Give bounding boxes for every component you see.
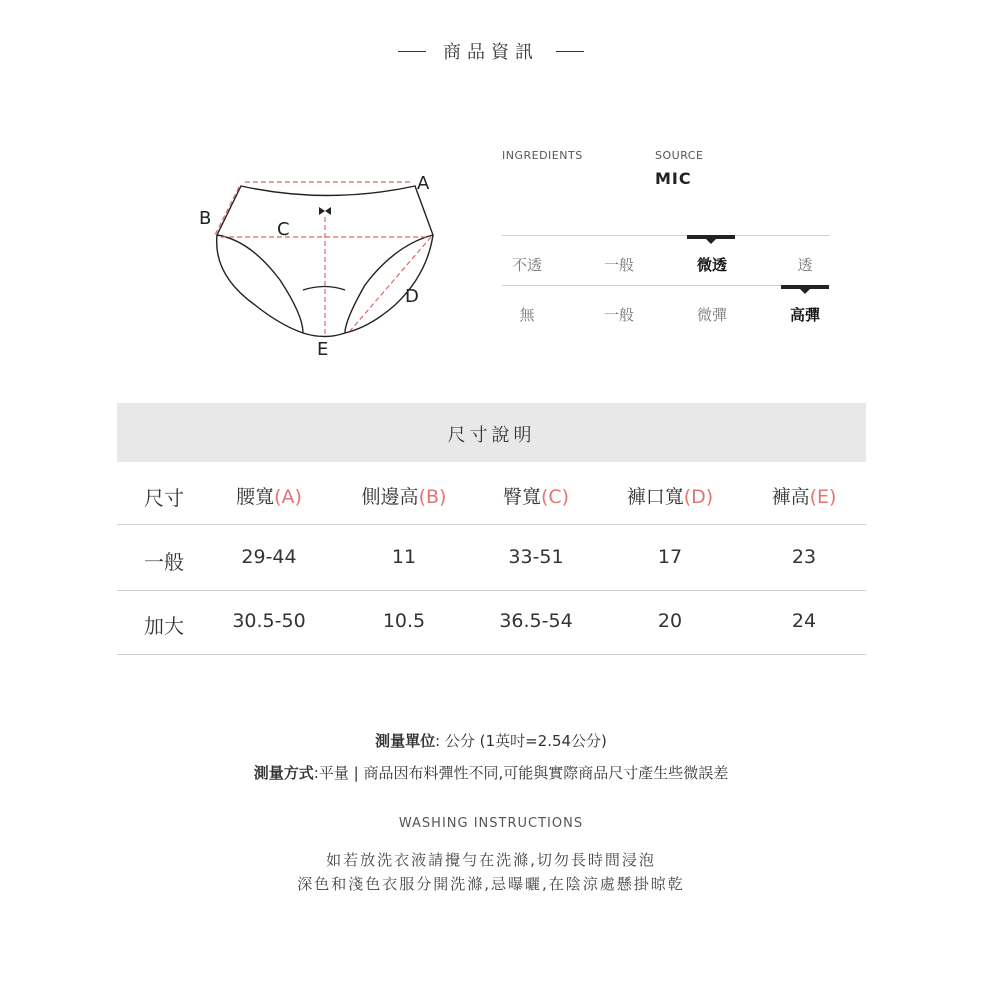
- label-a: A: [417, 173, 430, 194]
- table-row-size: 加大: [144, 614, 184, 638]
- label-e: E: [317, 339, 329, 360]
- elasticity-option: 一般: [603, 306, 634, 324]
- table-cell: 29-44: [241, 546, 297, 568]
- source-value: MIC: [655, 169, 692, 188]
- transparency-indicator: [687, 235, 735, 239]
- table-header-hip: 臀寬(C): [502, 486, 570, 508]
- source-label: SOURCE: [655, 149, 704, 162]
- page-title: 商品資訊: [443, 42, 539, 63]
- table-cell: 20: [657, 610, 683, 632]
- transparency-option-selected: 微透: [696, 256, 727, 274]
- transparency-option: 一般: [603, 256, 634, 274]
- table-cell: 17: [657, 546, 683, 568]
- measurement-unit-note: 測量單位: 公分 (1英吋=2.54公分): [375, 732, 607, 750]
- label-c: C: [277, 219, 290, 240]
- table-cell: 10.5: [382, 610, 426, 632]
- table-cell: 23: [791, 546, 817, 568]
- elasticity-option-selected: 高彈: [789, 306, 820, 324]
- brief-left-leg: [217, 235, 303, 333]
- table-header-height: 褲高(E): [771, 486, 837, 508]
- label-d: D: [405, 286, 419, 307]
- washing-instruction-1: 如若放洗衣液請攪勻在洗滌,切勿長時間浸泡: [326, 851, 656, 869]
- measurement-diagram: [195, 165, 455, 365]
- measure-d-line: [350, 237, 431, 331]
- ingredients-label: INGREDIENTS: [502, 149, 583, 162]
- measurement-method-note: 測量方式:平量 | 商品因布料彈性不同,可能與實際商品尺寸產生些微誤差: [253, 764, 729, 782]
- table-header-waist: 腰寬(A): [236, 486, 302, 508]
- elasticity-indicator: [781, 285, 829, 289]
- label-b: B: [199, 208, 212, 229]
- transparency-option: 不透: [511, 256, 542, 274]
- brief-gusset: [303, 287, 345, 291]
- table-row-size: 一般: [144, 550, 184, 574]
- elasticity-option: 微彈: [696, 306, 727, 324]
- table-cell: 36.5-54: [499, 610, 573, 632]
- table-divider: [117, 590, 866, 591]
- table-header-side: 側邊高(B): [361, 486, 447, 508]
- transparency-option: 透: [797, 256, 813, 274]
- table-header-leg: 褲口寬(D): [626, 486, 714, 508]
- table-cell: 24: [791, 610, 817, 632]
- table-cell: 30.5-50: [232, 610, 306, 632]
- measure-b-line: [215, 187, 239, 235]
- table-header-size: 尺寸: [144, 486, 184, 510]
- table-cell: 33-51: [508, 546, 564, 568]
- table-divider: [117, 654, 866, 655]
- transparency-scale-line: [502, 235, 830, 236]
- table-divider: [117, 524, 866, 525]
- washing-instruction-2: 深色和淺色衣服分開洗滌,忌曝曬,在陰涼處懸掛晾乾: [297, 875, 685, 893]
- size-table-title: 尺寸說明: [447, 425, 536, 446]
- table-cell: 11: [391, 546, 417, 568]
- washing-title: WASHING INSTRUCTIONS: [398, 816, 584, 831]
- title-rule-right: [556, 51, 584, 52]
- bow-icon: [319, 207, 331, 215]
- elasticity-option: 無: [519, 306, 535, 324]
